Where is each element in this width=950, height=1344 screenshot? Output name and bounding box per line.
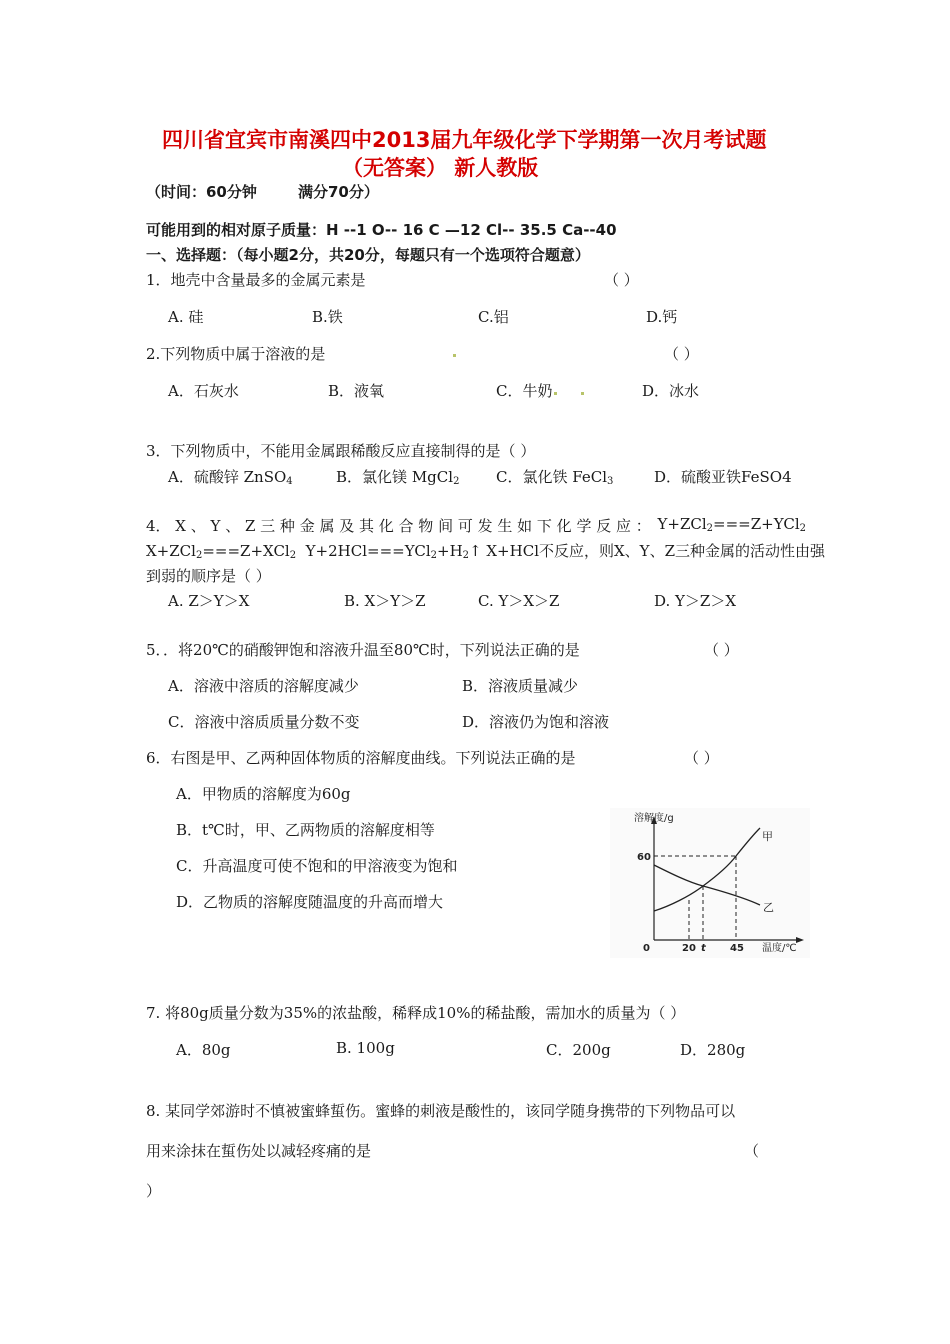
section-heading: 一、选择题：（每小题2分，共20分，每题只有一个选项符合题意）: [146, 246, 590, 264]
q8-line-2: 用来涂抹在蜇伤处以减轻疼痛的是: [146, 1142, 372, 1160]
q6-option-b: B．t℃时，甲、乙两物质的溶解度相等: [176, 821, 435, 839]
x-axis-label: 温度/℃: [762, 943, 797, 954]
q4-line-3: 到弱的顺序是（ ）: [146, 567, 271, 585]
q2-bracket: （ ）: [664, 345, 699, 363]
q1-option-a: A. 硅: [168, 308, 204, 326]
curve-yi-label: 乙: [763, 901, 774, 914]
exam-score: 满分70分）: [298, 183, 379, 201]
q2-option-a: A．石灰水: [168, 382, 239, 400]
q1-stem: 1．地壳中含量最多的金属元素是: [146, 271, 366, 289]
q8-line-1: 8. 某同学郊游时不慎被蜜蜂蜇伤。蜜蜂的刺液是酸性的，该同学随身携带的下列物品可以: [146, 1102, 736, 1120]
q6-option-d: D．乙物质的溶解度随温度的升高而增大: [176, 893, 444, 911]
q5-option-b: B．溶液质量减少: [462, 677, 579, 695]
q3-stem: 3．下列物质中，不能用金属跟稀酸反应直接制得的是（ ）: [146, 442, 536, 460]
q7-option-a: A．80g: [176, 1041, 231, 1059]
q3-option-c: C．氯化铁 FeCl$_3$: [496, 468, 614, 487]
q1-bracket: （ ）: [604, 271, 639, 289]
curve-jia-label: 甲: [762, 830, 773, 843]
q8-bracket-open: （: [744, 1142, 760, 1160]
q7-option-d: D．280g: [680, 1041, 746, 1059]
x-t-label: t: [701, 943, 706, 954]
q4-line-2: X+ZCl$_2$===Z+XCl$_2$ $Y+2HCl===YCl_2+H_2↑$ X+HCl不反应，则X、Y、Z三种金属的活动性由强: [146, 542, 825, 561]
q7-option-b: B. 100g: [336, 1039, 395, 1057]
q6-bracket: （ ）: [684, 749, 719, 767]
q4-option-b: B. X＞Y＞Z: [344, 592, 426, 610]
q6-option-c: C．升高温度可使不饱和的甲溶液变为饱和: [176, 857, 458, 875]
q7-option-c: C．200g: [546, 1041, 611, 1059]
origin-label: 0: [643, 943, 650, 954]
q4-option-c: C. Y＞X＞Z: [478, 592, 560, 610]
x-20-label: 20: [682, 943, 696, 954]
q2-option-c: C．牛奶: [496, 382, 553, 400]
q3-option-d: D．硫酸亚铁FeSO4: [654, 468, 792, 486]
q5-option-a: A．溶液中溶质的溶解度减少: [168, 677, 359, 695]
title-line-2: （无答案） 新人教版: [342, 156, 539, 180]
q3-option-b: B．氯化镁 MgCl$_2$: [336, 468, 460, 487]
q4-option-d: D. Y＞Z＞X: [654, 592, 737, 610]
q1-option-d: D.钙: [646, 308, 678, 326]
title-line-1: 四川省宜宾市南溪四中2013届九年级化学下学期第一次月考试题: [162, 128, 767, 152]
q4-line-1: 4． X 、 Y 、 Z 三 种 金 属 及 其 化 合 物 间 可 发 生 如 下 化 学 反 应 ： Y+ZCl$_2$===Z+YCl$_2$: [146, 515, 806, 535]
q5-option-c: C．溶液中溶质质量分数不变: [168, 713, 360, 731]
exam-time: （时间：60分钟: [146, 183, 257, 201]
q2-option-d: D．冰水: [642, 382, 700, 400]
q1-option-b: B.铁: [312, 308, 343, 326]
q3-option-a: A．硫酸锌 ZnSO$_4$: [168, 468, 293, 487]
q5-option-d: D．溶液仍为饱和溶液: [462, 713, 610, 731]
q1-option-c: C.铝: [478, 308, 509, 326]
scan-speck: [453, 354, 456, 357]
y-axis-label: 溶解度/g: [634, 813, 674, 824]
q7-stem: 7. 将80g质量分数为35%的浓盐酸，稀释成10%的稀盐酸，需加水的质量为（ ）: [146, 1004, 686, 1022]
x-45-label: 45: [730, 943, 744, 954]
scan-speck: [554, 392, 557, 395]
q6-stem: 6．右图是甲、乙两种固体物质的溶解度曲线。下列说法正确的是: [146, 749, 576, 767]
q2-option-b: B．液氧: [328, 382, 385, 400]
q4-option-a: A. Z＞Y＞X: [168, 592, 250, 610]
solubility-curve-figure: [610, 808, 810, 958]
scan-speck: [581, 392, 584, 395]
q8-bracket-close: ）: [146, 1182, 162, 1200]
y-60-label: 60: [637, 852, 651, 863]
atomic-mass-line: 可能用到的相对原子质量：H --1 O-- 16 C —12 Cl-- 35.5 Ca--40: [146, 221, 617, 239]
q5-stem: 5．．将20℃的硝酸钾饱和溶液升温至80℃时，下列说法正确的是: [146, 641, 580, 659]
q6-option-a: A．甲物质的溶解度为60g: [176, 785, 351, 803]
q5-bracket: （ ）: [704, 641, 739, 659]
q2-stem: 2.下列物质中属于溶液的是: [146, 345, 326, 363]
